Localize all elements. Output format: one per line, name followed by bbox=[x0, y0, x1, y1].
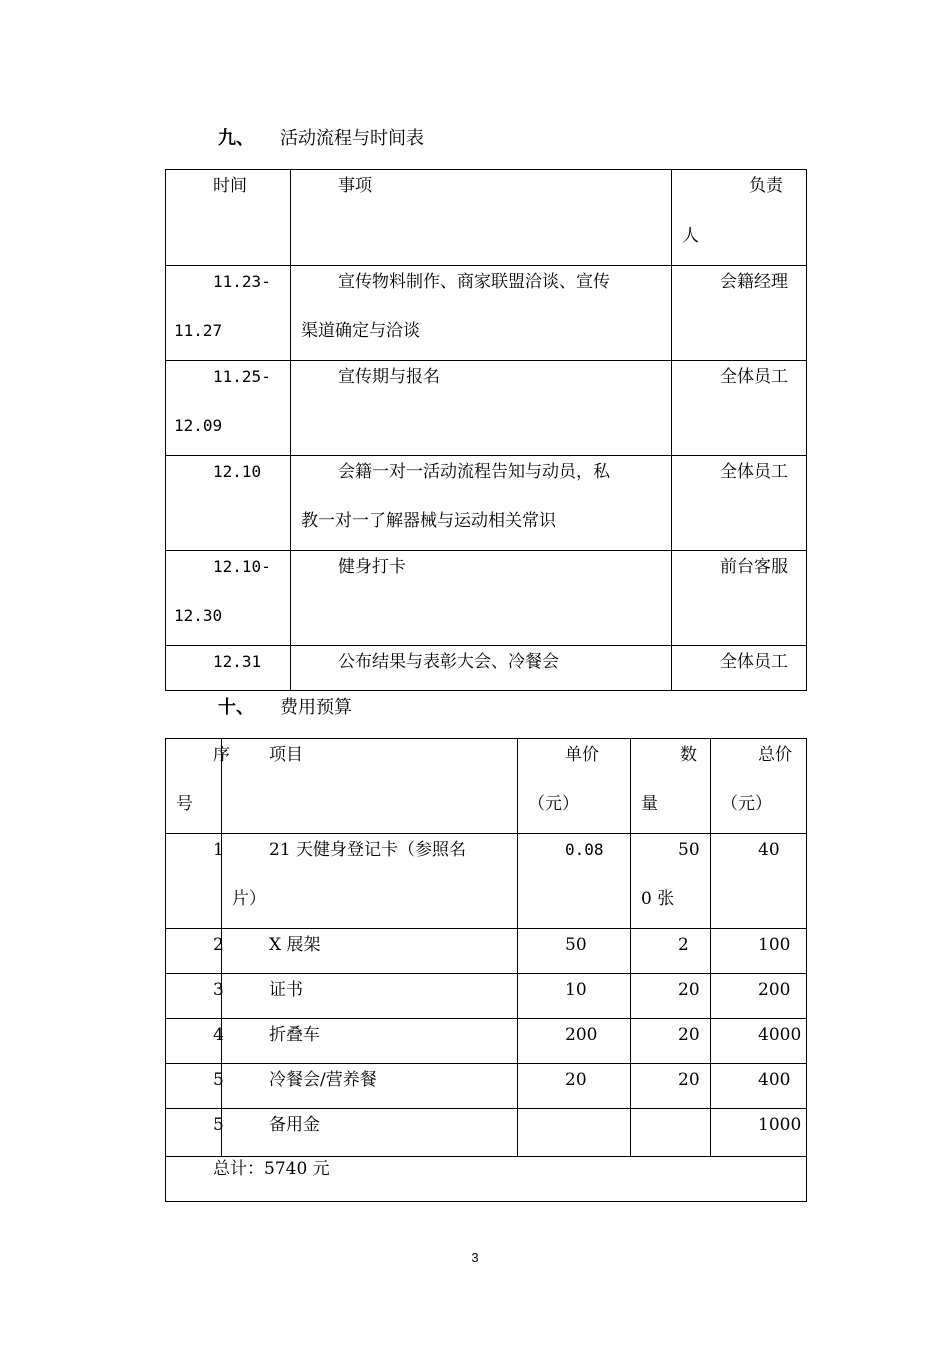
section-9-title: 活动流程与时间表 bbox=[280, 128, 424, 149]
table-row bbox=[166, 361, 807, 456]
budget-qty-cell: 20 bbox=[631, 1064, 711, 1109]
budget-item-cell: 21 天健身登记卡（参照名 片） bbox=[222, 834, 518, 929]
budget-header-no: 序 号 bbox=[166, 739, 222, 834]
schedule-owner-cell: 全体员工 bbox=[672, 361, 807, 456]
schedule-item-cell: 宣传期与报名 bbox=[291, 361, 672, 456]
budget-price-cell: 0.08 bbox=[518, 834, 631, 929]
budget-header-row bbox=[166, 739, 807, 834]
budget-price-cell bbox=[518, 1109, 631, 1157]
schedule-time-cell: 11.25- 12.09 bbox=[166, 361, 291, 456]
budget-total-cell-summary bbox=[166, 1157, 807, 1202]
budget-price-cell: 50 bbox=[518, 929, 631, 974]
budget-no-cell: 2 bbox=[166, 929, 222, 974]
page-number: 3 bbox=[471, 1250, 479, 1265]
budget-qty-cell: 2 bbox=[631, 929, 711, 974]
section-10-number: 十、 bbox=[218, 697, 254, 718]
budget-no-cell: 3 bbox=[166, 974, 222, 1019]
section-10-title: 费用预算 bbox=[280, 697, 352, 718]
budget-qty-cell bbox=[631, 1109, 711, 1157]
budget-total-cell: 40 bbox=[711, 834, 807, 929]
budget-price-cell: 20 bbox=[518, 1064, 631, 1109]
table-row bbox=[166, 456, 807, 551]
budget-no-cell: 4 bbox=[166, 1019, 222, 1064]
table-row bbox=[166, 929, 807, 974]
table-row bbox=[166, 1019, 807, 1064]
table-row bbox=[166, 646, 807, 691]
schedule-item-cell: 会籍一对一活动流程告知与动员，私 教一对一了解器械与运动相关常识 bbox=[291, 456, 672, 551]
schedule-time-cell: 11.23- 11.27 bbox=[166, 266, 291, 361]
budget-header-price: 单价 （元） bbox=[518, 739, 631, 834]
budget-total-row bbox=[166, 1157, 807, 1202]
schedule-header-item: 事项 bbox=[291, 170, 672, 266]
table-row bbox=[166, 551, 807, 646]
schedule-header-time: 时间 bbox=[166, 170, 291, 266]
budget-grand-total: 总计：5740 元 bbox=[213, 1159, 330, 1179]
schedule-time-cell: 12.10 bbox=[166, 456, 291, 551]
table-row bbox=[166, 1109, 807, 1157]
schedule-header-owner: 负责 人 bbox=[672, 170, 807, 266]
schedule-owner-cell: 前台客服 bbox=[672, 551, 807, 646]
budget-total-cell: 4000 bbox=[711, 1019, 807, 1064]
budget-item-cell: 证书 bbox=[222, 974, 518, 1019]
budget-qty-cell: 20 bbox=[631, 974, 711, 1019]
budget-price-cell: 10 bbox=[518, 974, 631, 1019]
budget-item-cell: 冷餐会/营养餐 bbox=[222, 1064, 518, 1109]
budget-qty-cell: 50 0 张 bbox=[631, 834, 711, 929]
schedule-item-cell: 宣传物料制作、商家联盟洽谈、宣传 渠道确定与洽谈 bbox=[291, 266, 672, 361]
schedule-time-cell: 12.10- 12.30 bbox=[166, 551, 291, 646]
budget-total-cell: 1000 bbox=[711, 1109, 807, 1157]
schedule-header-row bbox=[166, 170, 807, 266]
budget-total-cell: 200 bbox=[711, 974, 807, 1019]
budget-no-cell: 1 bbox=[166, 834, 222, 929]
budget-item-cell: X 展架 bbox=[222, 929, 518, 974]
budget-table bbox=[165, 738, 807, 1202]
schedule-item-cell: 健身打卡 bbox=[291, 551, 672, 646]
table-row bbox=[166, 834, 807, 929]
schedule-owner-cell: 全体员工 bbox=[672, 456, 807, 551]
schedule-time-cell: 12.31 bbox=[166, 646, 291, 691]
schedule-item-cell: 公布结果与表彰大会、冷餐会 bbox=[291, 646, 672, 691]
table-row bbox=[166, 974, 807, 1019]
budget-no-cell: 5 bbox=[166, 1064, 222, 1109]
budget-header-qty: 数 量 bbox=[631, 739, 711, 834]
budget-qty-cell: 20 bbox=[631, 1019, 711, 1064]
table-row bbox=[166, 1064, 807, 1109]
budget-total-cell: 100 bbox=[711, 929, 807, 974]
budget-item-cell: 备用金 bbox=[222, 1109, 518, 1157]
schedule-owner-cell: 全体员工 bbox=[672, 646, 807, 691]
budget-header-item: 项目 bbox=[222, 739, 518, 834]
budget-price-cell: 200 bbox=[518, 1019, 631, 1064]
schedule-table bbox=[165, 169, 807, 691]
budget-total-cell: 400 bbox=[711, 1064, 807, 1109]
budget-no-cell: 5 bbox=[166, 1109, 222, 1157]
table-row bbox=[166, 266, 807, 361]
budget-item-cell: 折叠车 bbox=[222, 1019, 518, 1064]
section-9-number: 九、 bbox=[218, 128, 254, 149]
budget-header-total: 总价 （元） bbox=[711, 739, 807, 834]
schedule-owner-cell: 会籍经理 bbox=[672, 266, 807, 361]
